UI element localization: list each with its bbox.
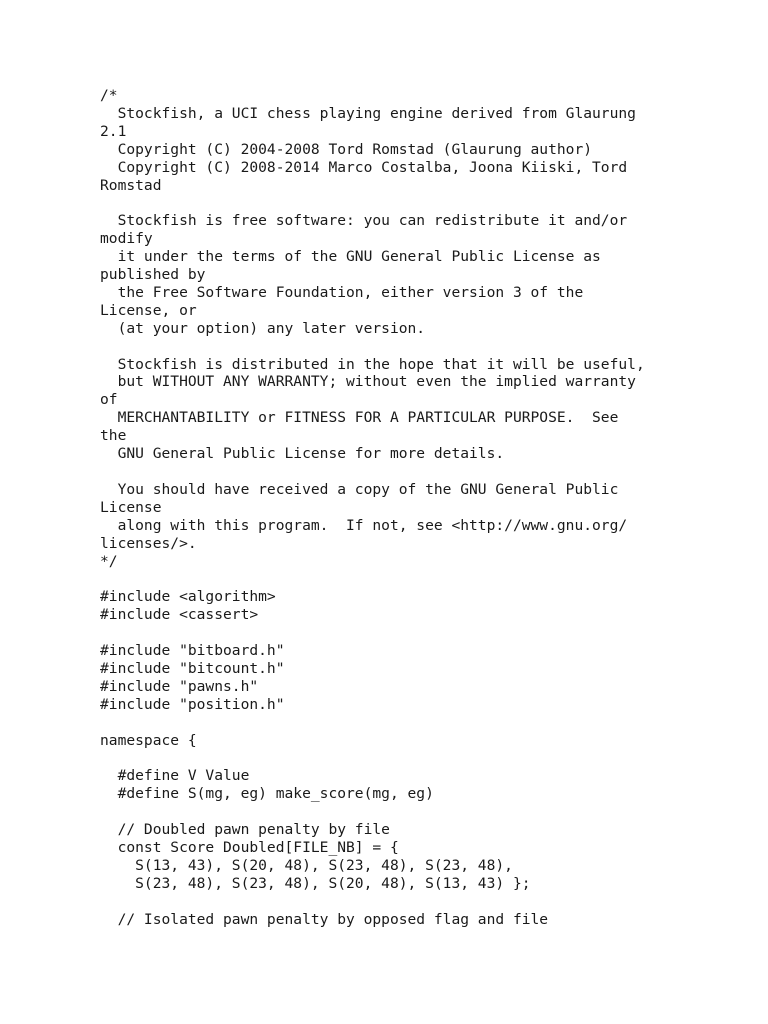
code-line: the: [100, 427, 127, 445]
code-line: S(23, 48), S(23, 48), S(20, 48), S(13, 43) };: [100, 874, 531, 892]
code-line: modify: [100, 230, 153, 248]
code-line: License, or: [100, 301, 197, 319]
code-line: [100, 463, 740, 481]
code-line: #include "pawns.h": [100, 677, 259, 695]
code-line: Stockfish, a UCI chess playing engine derived from Glaurung: [100, 104, 636, 122]
code-line: Stockfish is free software: you can redistribute it and/or: [100, 212, 628, 230]
code-line: [100, 714, 740, 732]
code-line: // Isolated pawn penalty by opposed flag and file: [100, 910, 549, 928]
code-line: [100, 749, 740, 767]
code-line: /*: [100, 87, 118, 104]
code-line: S(13, 43), S(20, 48), S(23, 48), S(23, 48),: [100, 856, 513, 874]
code-line: (at your option) any later version.: [100, 319, 426, 337]
code-line: #define V Value: [100, 767, 250, 785]
code-line: License: [100, 498, 162, 516]
code-line: // Doubled pawn penalty by file: [100, 821, 390, 839]
code-line: [100, 194, 740, 212]
code-line: [100, 624, 740, 642]
code-line: [100, 803, 740, 821]
code-line: along with this program. If not, see <http://www.gnu.org/: [100, 516, 628, 534]
code-line: #include <algorithm>: [100, 588, 276, 606]
code-line: [100, 893, 740, 911]
source-code-text: [100, 87, 740, 928]
code-line: 2.1: [100, 122, 127, 140]
code-line: #include "bitboard.h": [100, 642, 285, 660]
code-line: of: [100, 391, 118, 409]
code-line: You should have received a copy of the GNU General Public: [100, 480, 619, 498]
code-line: #include "bitcount.h": [100, 659, 285, 677]
code-line: */: [100, 552, 118, 570]
code-line: #define S(mg, eg) make_score(mg, eg): [100, 785, 434, 803]
code-line: GNU General Public License for more details.: [100, 445, 505, 463]
code-line: but WITHOUT ANY WARRANTY; without even the implied warranty: [100, 373, 636, 391]
code-line: Romstad: [100, 176, 162, 194]
code-line: [100, 338, 740, 356]
code-line: #include <cassert>: [100, 606, 259, 624]
code-line: published by: [100, 266, 206, 284]
code-line: [100, 570, 740, 588]
code-line: MERCHANTABILITY or FITNESS FOR A PARTICULAR PURPOSE. See: [100, 409, 619, 427]
code-line: Stockfish is distributed in the hope that it will be useful,: [100, 355, 645, 373]
code-line: Copyright (C) 2008-2014 Marco Costalba, Joona Kiiski, Tord: [100, 158, 628, 176]
code-line: const Score Doubled[FILE_NB] = {: [100, 838, 399, 856]
code-line: it under the terms of the GNU General Public License as: [100, 248, 601, 266]
code-line: Copyright (C) 2004-2008 Tord Romstad (Glaurung author): [100, 140, 593, 158]
code-line: #include "position.h": [100, 695, 285, 713]
code-line: namespace {: [100, 731, 197, 749]
code-line: licenses/>.: [100, 534, 197, 552]
code-line: the Free Software Foundation, either version 3 of the: [100, 283, 584, 301]
